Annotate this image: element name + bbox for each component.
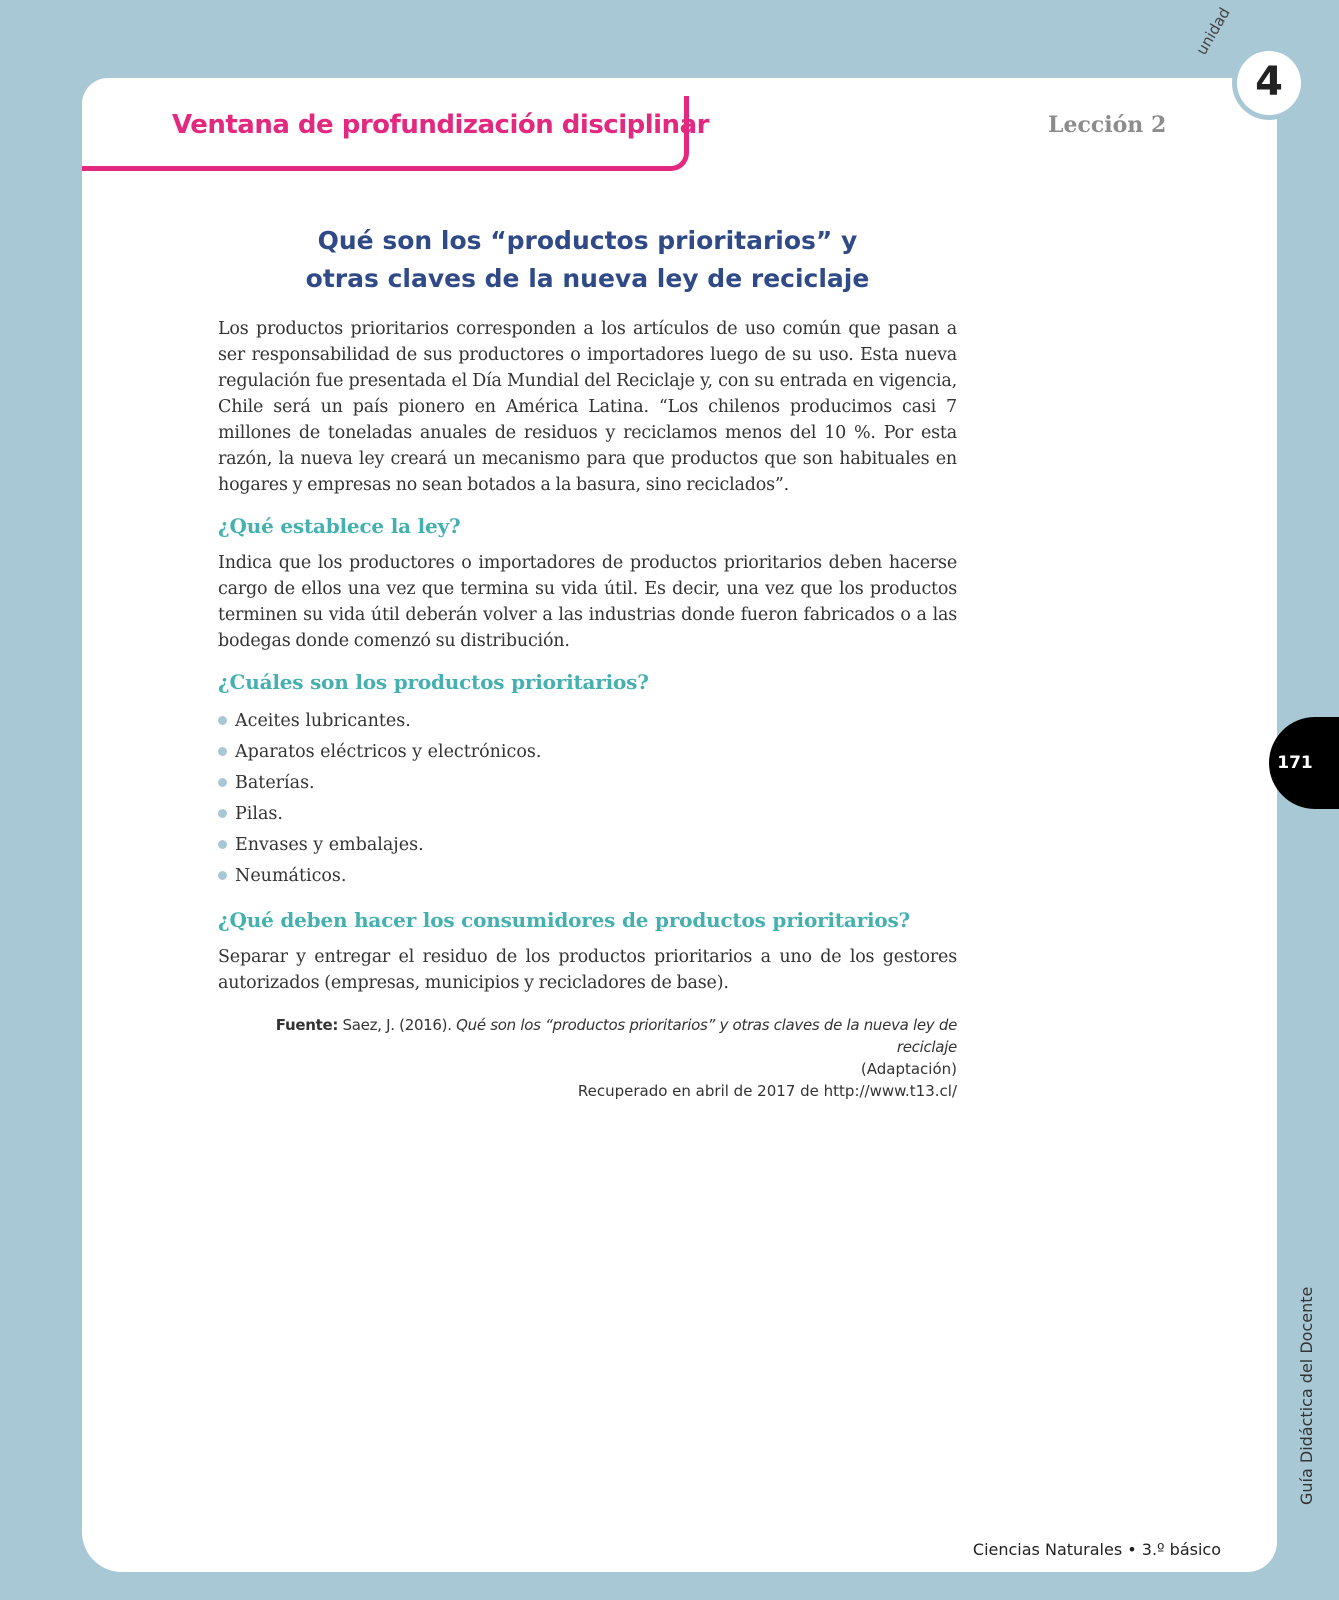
article-title xyxy=(218,222,957,298)
question-heading-3: ¿Qué deben hacer los consumidores de productos prioritarios? xyxy=(218,908,911,932)
unit-word: unidad xyxy=(1192,4,1234,58)
question-heading-1: ¿Qué establece la ley? xyxy=(218,514,461,538)
list-item: Aparatos eléctricos y electrónicos. xyxy=(218,737,957,768)
list-item: Pilas. xyxy=(218,799,957,830)
question-heading-2: ¿Cuáles son los productos prioritarios? xyxy=(218,670,649,694)
source-author: Saez, J. (2016). xyxy=(342,1016,452,1034)
article-title-line1: Qué son los “productos prioritarios” y xyxy=(317,226,858,255)
footer-course: Ciencias Naturales • 3.º básico xyxy=(972,1540,1221,1559)
intro-paragraph: Los productos prioritarios corresponden a los artículos de uso común que pasan a ser responsabilidad de sus productores o importadores luego de su uso. Esta nueva regulación fue presentada el Día Mundial del Reciclaje y, con su entrada en vigencia, Chile será un país pionero en América Latina. “Los chilenos producimos casi 7 millones de toneladas anuales de residuos y reciclamos menos del 10 %. Por esta razón, la nueva ley creará un mecanismo para que productos que son habituales en hogares y empresas no sean botados a la basura, sino reciclados”. xyxy=(218,319,957,495)
answer-paragraph-3: Separar y entregar el residuo de los productos prioritarios a uno de los gestores autorizados (empresas, municipios y recicladores de base). xyxy=(218,947,957,993)
unit-number: 4 xyxy=(1255,59,1283,105)
list-item: Aceites lubricantes. xyxy=(218,706,957,737)
page-number-tab xyxy=(1269,717,1339,809)
lesson-label: Lección 2 xyxy=(1048,112,1167,138)
answer-paragraph-1: Indica que los productores o importadores de productos prioritarios deben hacerse cargo de ellos una vez que termina su vida útil. Es decir, una vez que los productos terminen su vida útil deberán volver a las industrias donde fueron fabricados o a las bodegas donde comenzó su distribución. xyxy=(218,553,957,651)
products-list xyxy=(218,706,957,892)
source-retrieved: Recuperado en abril de 2017 de http://www.t13.cl/ xyxy=(577,1082,957,1100)
page-number: 171 xyxy=(1277,753,1313,773)
source-line xyxy=(218,1014,957,1058)
list-item: Baterías. xyxy=(218,768,957,799)
unit-badge xyxy=(1237,51,1301,115)
source-title: Qué son los “productos prioritarios” y otras claves de la nueva ley de reciclaje xyxy=(456,1016,957,1056)
list-item: Envases y embalajes. xyxy=(218,830,957,861)
guide-label: Guía Didáctica del Docente xyxy=(1297,1286,1316,1505)
source-citation xyxy=(218,1014,957,1102)
article-title-line2: otras claves de la nueva ley de reciclaje xyxy=(305,264,870,293)
section-title: Ventana de profundización disciplinar xyxy=(172,110,709,140)
source-note: (Adaptación) xyxy=(860,1060,957,1078)
article xyxy=(218,222,957,1102)
source-label: Fuente: xyxy=(275,1016,339,1034)
list-item: Neumáticos. xyxy=(218,861,957,892)
